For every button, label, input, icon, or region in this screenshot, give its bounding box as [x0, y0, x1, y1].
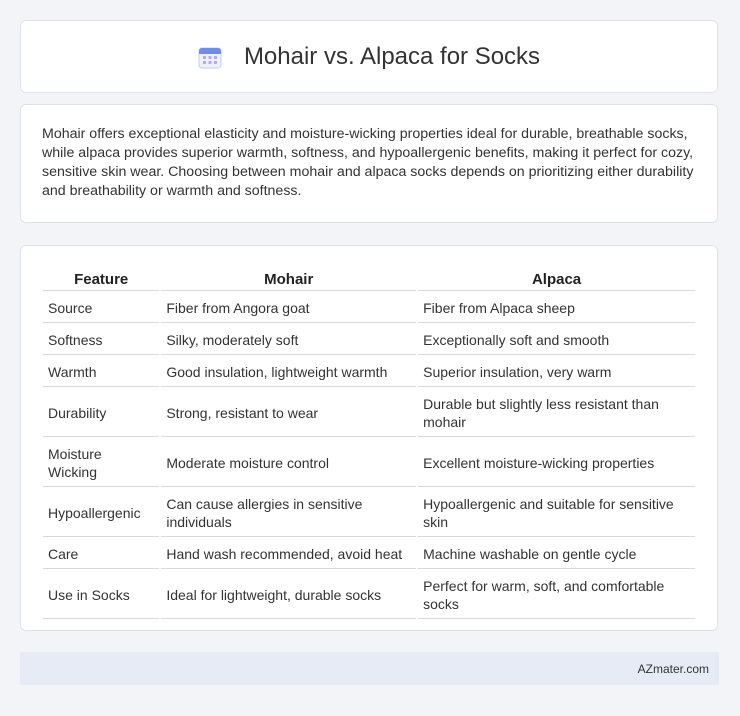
table-row	[43, 489, 695, 537]
mohair-cell: Moderate moisture control	[161, 439, 416, 487]
title-card	[20, 20, 718, 93]
mohair-cell: Can cause allergies in sensitive individuals	[161, 489, 416, 537]
table-row	[43, 539, 695, 569]
header-alpaca: Alpaca	[418, 268, 695, 291]
mohair-cell: Strong, resistant to wear	[161, 389, 416, 437]
table-row	[43, 439, 695, 487]
alpaca-cell: Excellent moisture-wicking properties	[418, 439, 695, 487]
mohair-cell: Hand wash recommended, avoid heat	[161, 539, 416, 569]
mohair-cell: Silky, moderately soft	[161, 325, 416, 355]
header-feature: Feature	[43, 268, 159, 291]
table-row	[43, 389, 695, 437]
comparison-table	[41, 266, 697, 621]
footer-bar	[20, 652, 719, 685]
feature-cell: Moisture Wicking	[43, 439, 159, 487]
feature-cell: Care	[43, 539, 159, 569]
alpaca-cell: Hypoallergenic and suitable for sensitive skin	[418, 489, 695, 537]
alpaca-cell: Perfect for warm, soft, and comfortable socks	[418, 571, 695, 619]
table-row	[43, 357, 695, 387]
footer-brand[interactable]: AZmater.com	[637, 661, 709, 676]
alpaca-cell: Exceptionally soft and smooth	[418, 325, 695, 355]
feature-cell: Use in Socks	[43, 571, 159, 619]
comparison-card	[20, 245, 718, 631]
table-row	[43, 293, 695, 323]
mohair-cell: Good insulation, lightweight warmth	[161, 357, 416, 387]
feature-cell: Warmth	[43, 357, 159, 387]
summary-card	[20, 104, 718, 223]
table-row	[43, 571, 695, 619]
feature-cell: Softness	[43, 325, 159, 355]
alpaca-cell: Fiber from Alpaca sheep	[418, 293, 695, 323]
feature-cell: Durability	[43, 389, 159, 437]
table-row	[43, 325, 695, 355]
page-title: Mohair vs. Alpaca for Socks	[243, 42, 541, 70]
summary-text: Mohair offers exceptional elasticity and moisture-wicking properties ideal for durable, breathable socks, while alpaca provides superior warmth, softness, and hypoallergenic benefits, making it perfect for cozy, sensitive skin wear. Choosing between mohair and alpaca socks depends on prioritizing either durability and breathability or warmth and softness.	[42, 126, 694, 199]
feature-cell: Source	[43, 293, 159, 323]
calendar-icon	[198, 45, 222, 69]
alpaca-cell: Machine washable on gentle cycle	[418, 539, 695, 569]
table-header-row	[43, 268, 695, 291]
header-mohair: Mohair	[161, 268, 416, 291]
alpaca-cell: Superior insulation, very warm	[418, 357, 695, 387]
mohair-cell: Ideal for lightweight, durable socks	[161, 571, 416, 619]
alpaca-cell: Durable but slightly less resistant than mohair	[418, 389, 695, 437]
feature-cell: Hypoallergenic	[43, 489, 159, 537]
mohair-cell: Fiber from Angora goat	[161, 293, 416, 323]
